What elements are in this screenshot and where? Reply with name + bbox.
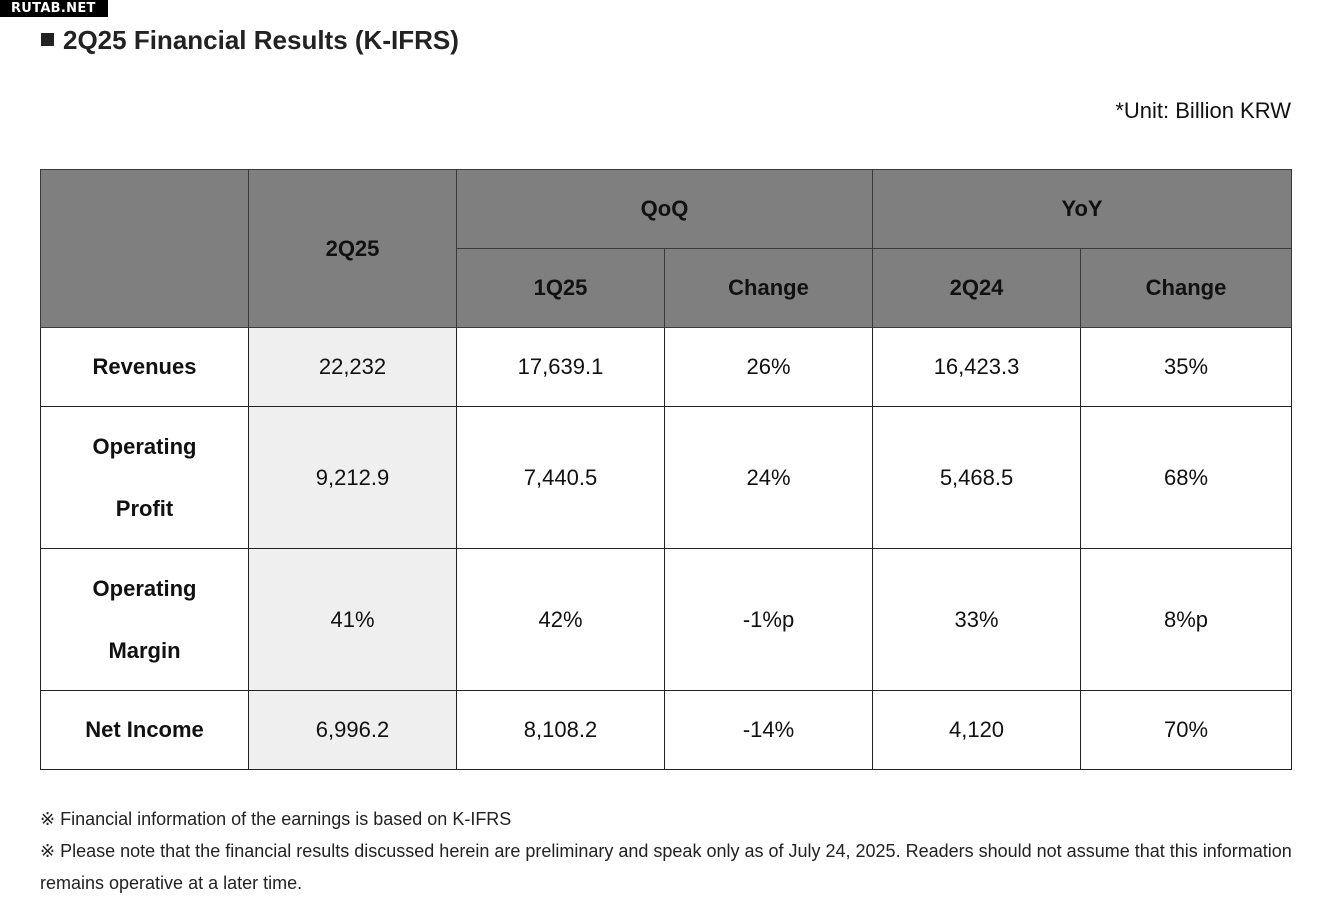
table-row <box>41 328 1292 407</box>
cell-qoq-prev: 17,639.1 <box>457 328 665 407</box>
cell-current: 22,232 <box>249 328 457 407</box>
cell-yoy-prev: 5,468.5 <box>873 407 1081 549</box>
header-yoy: YoY <box>873 170 1292 249</box>
financial-results-table <box>40 169 1292 770</box>
cell-qoq-prev: 42% <box>457 549 665 691</box>
header-qoq: QoQ <box>457 170 873 249</box>
cell-yoy-prev: 4,120 <box>873 691 1081 770</box>
cell-qoq-change: -1%p <box>665 549 873 691</box>
page-title-text: 2Q25 Financial Results (K-IFRS) <box>63 25 459 55</box>
watermark-label: RUTAB.NET <box>0 0 108 17</box>
cell-yoy-change: 8%p <box>1081 549 1292 691</box>
cell-qoq-change: -14% <box>665 691 873 770</box>
cell-yoy-change: 68% <box>1081 407 1292 549</box>
table-row <box>41 407 1292 549</box>
cell-yoy-prev: 33% <box>873 549 1081 691</box>
table-row <box>41 549 1292 691</box>
row-label <box>41 328 249 407</box>
header-blank-cell <box>41 170 249 328</box>
footnote: ※ Please note that the financial results discussed herein are preliminary and speak only as of July 24, 2025. Readers should not assume that this information remains operative at a later time. <box>40 841 1292 893</box>
cell-yoy-change: 35% <box>1081 328 1292 407</box>
cell-current: 9,212.9 <box>249 407 457 549</box>
table-header-row <box>41 170 1292 249</box>
cell-yoy-prev: 16,423.3 <box>873 328 1081 407</box>
row-label-text: Net Income <box>85 717 204 742</box>
row-label-text: Operating Profit <box>92 433 197 521</box>
header-qoq-prev: 1Q25 <box>457 249 665 328</box>
square-bullet-icon <box>41 33 54 46</box>
footnote: ※ Financial information of the earnings is based on K-IFRS <box>40 809 512 829</box>
row-label <box>41 691 249 770</box>
row-label-text: Revenues <box>92 354 197 379</box>
footnotes <box>40 803 1300 899</box>
header-yoy-prev: 2Q24 <box>873 249 1081 328</box>
cell-current: 41% <box>249 549 457 691</box>
cell-qoq-change: 24% <box>665 407 873 549</box>
page-title <box>41 25 459 56</box>
row-label <box>41 407 249 549</box>
row-label <box>41 549 249 691</box>
header-qoq-change: Change <box>665 249 873 328</box>
unit-note: *Unit: Billion KRW <box>1115 98 1291 123</box>
cell-qoq-prev: 8,108.2 <box>457 691 665 770</box>
cell-yoy-change: 70% <box>1081 691 1292 770</box>
cell-qoq-change: 26% <box>665 328 873 407</box>
cell-qoq-prev: 7,440.5 <box>457 407 665 549</box>
table-row <box>41 691 1292 770</box>
row-label-text: Operating Margin <box>92 575 197 663</box>
header-yoy-change: Change <box>1081 249 1292 328</box>
cell-current: 6,996.2 <box>249 691 457 770</box>
header-current-period: 2Q25 <box>249 170 457 328</box>
